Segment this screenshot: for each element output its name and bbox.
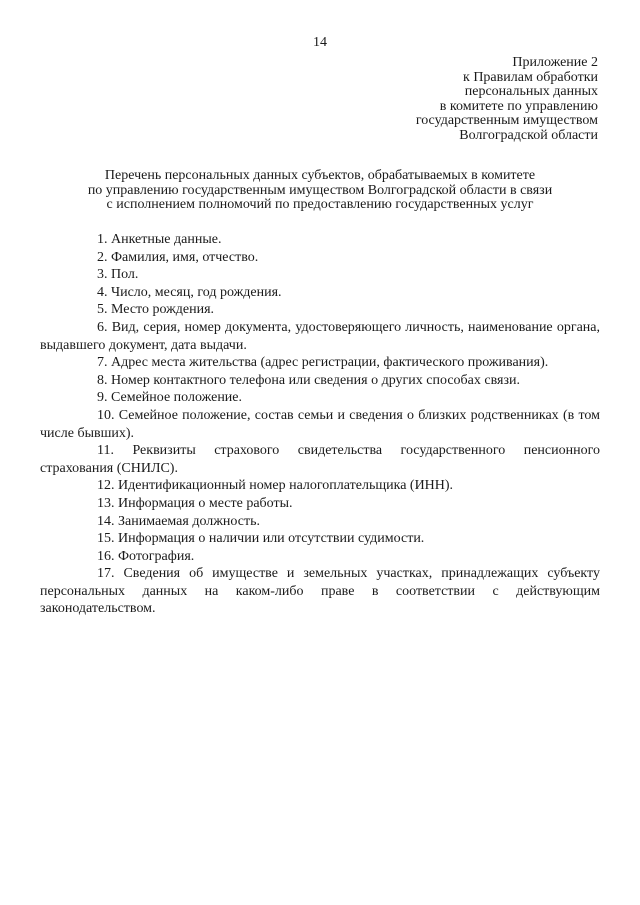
list-item: 11. Реквизиты страхового свидетельства государственного пенсионного страхования (СНИЛС). <box>40 443 600 476</box>
document-title <box>40 169 600 213</box>
appendix-line: к Правилам обработки <box>463 69 598 85</box>
list-item: 14. Занимаемая должность. <box>97 513 260 529</box>
appendix-line: в комитете по управлению <box>439 98 598 114</box>
list-item: 8. Номер контактного телефона или сведения о других способах связи. <box>97 372 520 388</box>
list-item: 1. Анкетные данные. <box>97 232 222 247</box>
list-item: 7. Адрес места жительства (адрес регистрации, фактического проживания). <box>97 355 549 371</box>
appendix-line: Приложение 2 <box>512 55 598 70</box>
title-line: по управлению государственным имуществом Волгоградской области в связи <box>87 182 553 198</box>
appendix-line: государственным имуществом <box>415 113 598 128</box>
appendix-line: Волгоградской области <box>459 127 598 143</box>
list-item: 6. Вид, серия, номер документа, удостоверяющего личность, наименование органа, выдавшего документ, дата выдачи. <box>40 319 600 353</box>
appendix-line: персональных данных <box>464 84 598 99</box>
list-item: 3. Пол. <box>97 267 139 283</box>
list-item: 12. Идентификационный номер налогоплательщика (ИНН). <box>97 478 454 494</box>
appendix-header <box>298 56 598 143</box>
list-item: 9. Семейное положение. <box>97 390 243 406</box>
list-item: 4. Число, месяц, год рождения. <box>97 284 282 300</box>
page-number: 14 <box>313 35 327 50</box>
title-line: Перечень персональных данных субъектов, обрабатываемых в комитете <box>104 168 536 183</box>
list-item: 16. Фотография. <box>97 548 195 564</box>
personal-data-list <box>40 231 600 618</box>
list-item: 13. Информация о месте работы. <box>97 495 293 511</box>
list-item: 10. Семейное положение, состав семьи и сведения о близких родственниках (в том числе бывших). <box>40 407 600 441</box>
list-item: 15. Информация о наличии или отсутствии судимости. <box>97 531 425 547</box>
list-item: 17. Сведения об имуществе и земельных участках, принадлежащих субъекту персональных данных на каком-либо праве в соответствии с действующим законодательством. <box>40 566 600 617</box>
title-line: с исполнением полномочий по предоставлению государственных услуг <box>106 197 534 212</box>
list-item: 5. Место рождения. <box>97 302 215 318</box>
list-item: 2. Фамилия, имя, отчество. <box>97 249 259 265</box>
